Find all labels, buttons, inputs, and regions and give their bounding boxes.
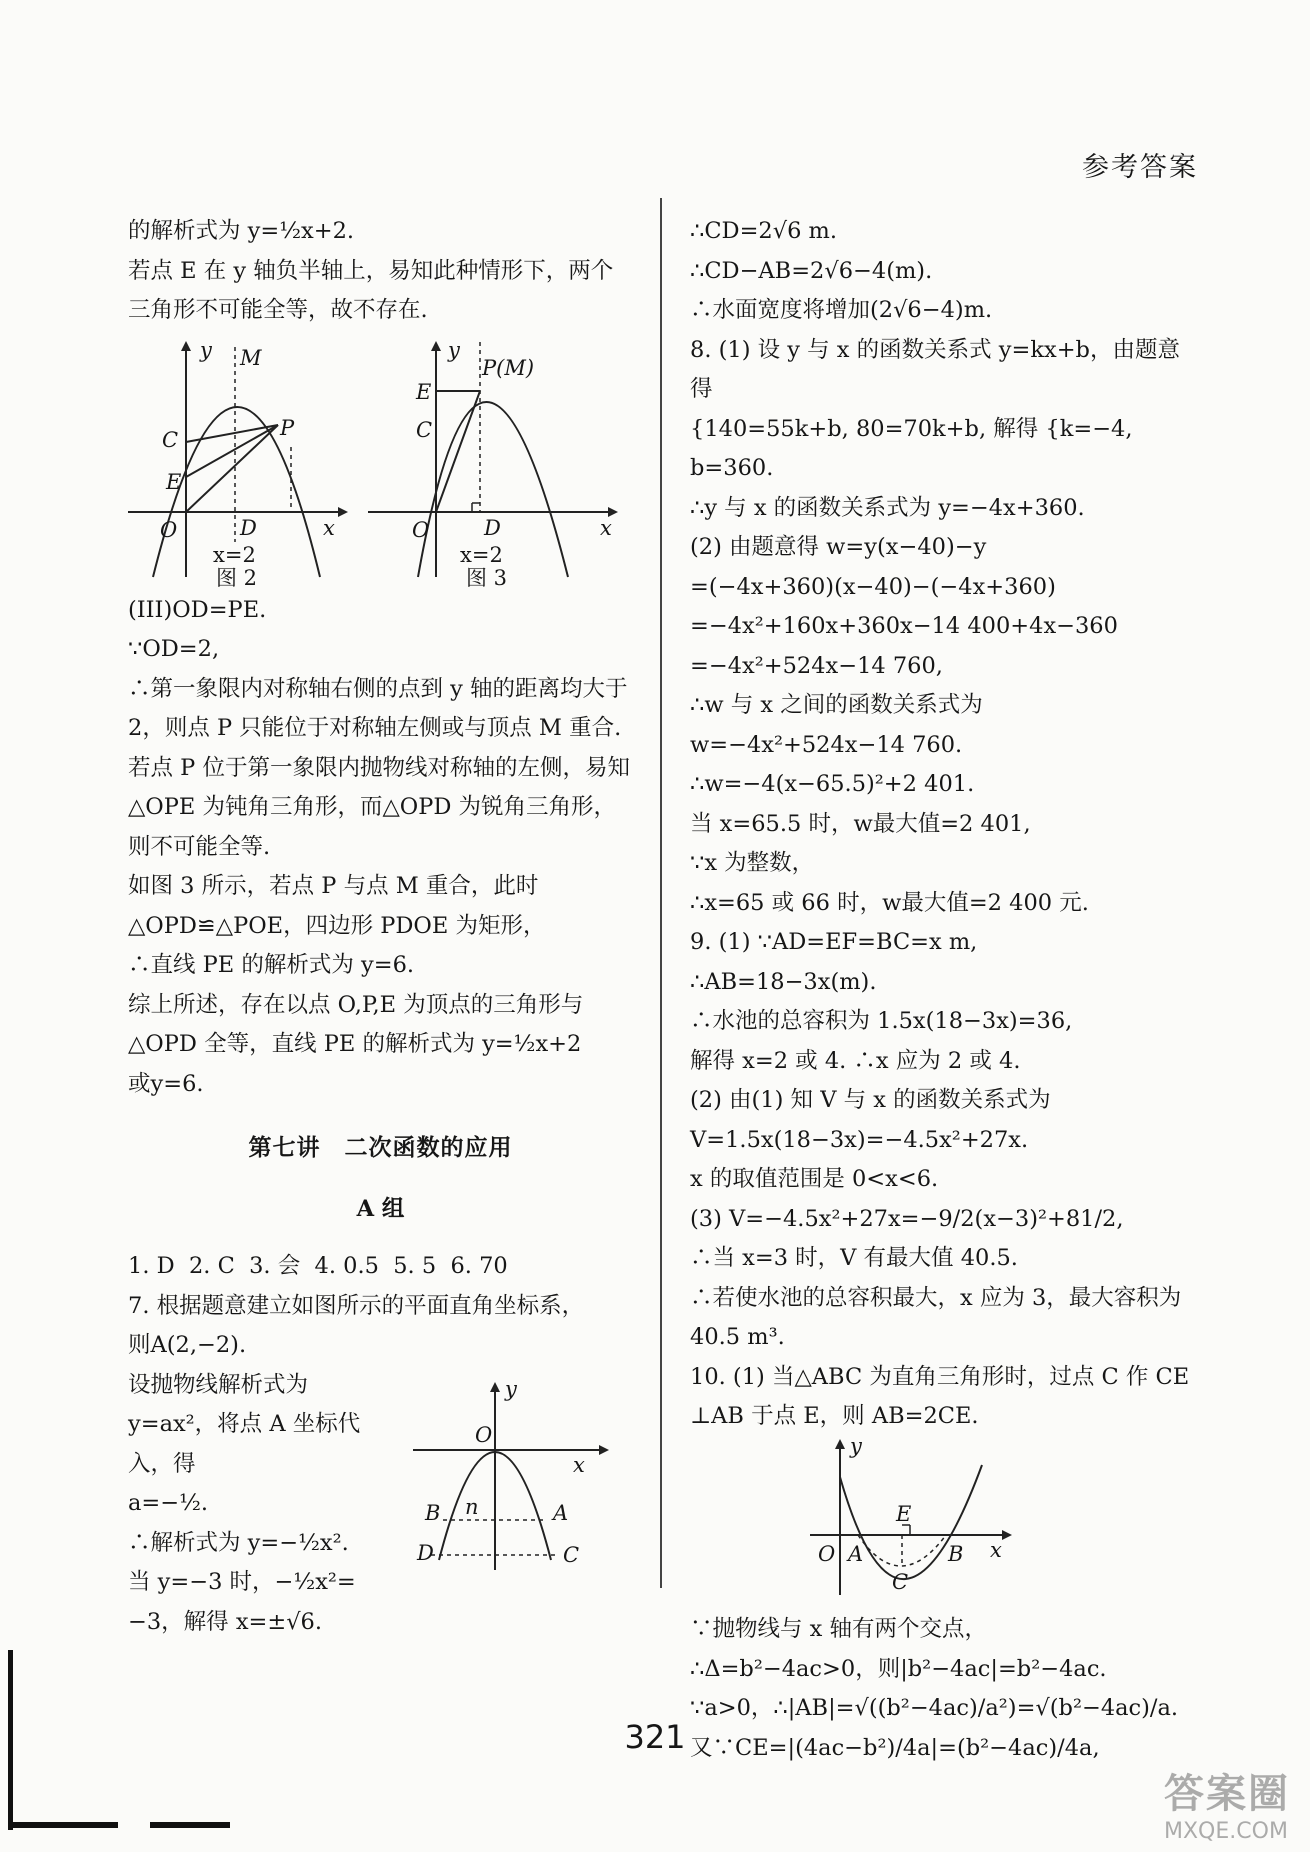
fig2-label-o: O bbox=[160, 517, 178, 542]
watermark-top: 答案圈 bbox=[1164, 1771, 1290, 1817]
fig3-label-d: D bbox=[484, 515, 501, 540]
fig3-label-e: E bbox=[416, 379, 432, 404]
left-line-8: 或y=6. bbox=[128, 1070, 204, 1097]
left-line-5: 如图 3 所示，若点 P 与点 M 重合，此时△OPD≌△POE，四边形 PDOE 为矩形， bbox=[128, 873, 546, 939]
figure-7 bbox=[413, 1380, 623, 1580]
fig10-label-c: C bbox=[892, 1569, 909, 1594]
right-line-14: ∵x 为整数， bbox=[690, 850, 815, 876]
right-line-16: 9. (1) ∵AD=EF=BC=x m, bbox=[690, 929, 978, 955]
right-column bbox=[690, 212, 1195, 1768]
p7-side-3: ∴解析式为 y=−½x². bbox=[128, 1529, 349, 1556]
right-line-11: ∴w 与 x 之间的函数关系式为 w=−4x²+524x−14 760. bbox=[690, 692, 990, 758]
fig3-caption: 图 3 bbox=[466, 565, 508, 587]
fig2-label-c: C bbox=[162, 427, 179, 452]
fig3-label-y: y bbox=[448, 337, 460, 362]
right-line-6: ∴y 与 x 的函数关系式为 y=−4x+360. bbox=[690, 494, 1085, 521]
right-line-17: ∴AB=18−3x(m). bbox=[690, 968, 877, 995]
fig2-label-m: M bbox=[240, 345, 262, 370]
left-column bbox=[128, 212, 633, 1692]
right-line-b4: 又∵CE=|(4ac−b²)/4a|=(b²−4ac)/4a, bbox=[690, 1734, 1100, 1761]
fig10-label-a: A bbox=[848, 1541, 864, 1566]
left-line-6: ∴直线 PE 的解析式为 y=6. bbox=[128, 952, 415, 978]
fig7-label-o: O bbox=[475, 1422, 493, 1447]
p7-side-2: a=−½. bbox=[128, 1490, 209, 1516]
right-line-20: (2) 由(1) 知 V 与 x 的函数关系式为 bbox=[690, 1087, 1051, 1113]
right-line-b1: ∵抛物线与 x 轴有两个交点， bbox=[690, 1616, 987, 1642]
figure-2 bbox=[128, 337, 358, 587]
scan-edge-mark-dash bbox=[150, 1822, 230, 1828]
fig7-label-x: x bbox=[573, 1452, 585, 1477]
page-header-title: 参考答案 bbox=[1082, 152, 1198, 183]
fig3-label-sym: x=2 bbox=[460, 542, 503, 567]
fig3-label-pm: P(M) bbox=[482, 355, 535, 380]
problem-7-text bbox=[128, 1366, 388, 1643]
fig7-label-c: C bbox=[563, 1542, 580, 1567]
right-line-25: ∴若使水池的总容积最大，x 应为 3，最大容积为 40.5 m³. bbox=[690, 1284, 1189, 1350]
right-line-18: ∴水池的总容积为 1.5x(18−3x)=36, bbox=[690, 1008, 1073, 1034]
right-line-b2: ∴Δ=b²−4ac>0，则|b²−4ac|=b²−4ac. bbox=[690, 1655, 1107, 1682]
fig3-label-x: x bbox=[600, 515, 612, 540]
right-line-23: (3) V=−4.5x²+27x=−9/2(x−3)²+81/2, bbox=[690, 1205, 1124, 1232]
right-line-7: (2) 由题意得 w=y(x−40)−y bbox=[690, 534, 987, 560]
fig2-label-y: y bbox=[200, 337, 212, 362]
problem-7-block bbox=[128, 1366, 633, 1692]
fig10-label-o: O bbox=[818, 1541, 836, 1566]
column-divider bbox=[660, 198, 662, 1588]
right-line-15: ∴x=65 或 66 时，w最大值=2 400 元. bbox=[690, 889, 1089, 916]
right-line-3: ∴水面宽度将增加(2√6−4)m. bbox=[690, 297, 993, 323]
right-line-4: 8. (1) 设 y 与 x 的函数关系式 y=kx+b，由题意得 bbox=[690, 336, 1180, 402]
p7-line-2: 则A(2,−2). bbox=[128, 1332, 247, 1358]
left-line-2: ∵OD=2, bbox=[128, 636, 220, 662]
fig10-label-y: y bbox=[850, 1436, 862, 1458]
right-line-19: 解得 x=2 或 4. ∴x 应为 2 或 4. bbox=[690, 1047, 1021, 1074]
fig3-label-o: O bbox=[412, 517, 430, 542]
p7-side-4: 当 y=−3 时，−½x²= bbox=[128, 1569, 356, 1595]
fig10-label-x: x bbox=[990, 1537, 1002, 1562]
section-title: 第七讲 二次函数的应用 bbox=[248, 1134, 513, 1161]
fig10-label-b: B bbox=[948, 1541, 964, 1566]
answers-1-6: 1. D 2. C 3. 会 4. 0.5 5. 5 6. 70 bbox=[128, 1253, 508, 1279]
p7-side-5: −3，解得 x=±√6. bbox=[128, 1608, 323, 1635]
right-line-22: x 的取值范围是 0<x<6. bbox=[690, 1166, 939, 1192]
fig7-label-b: B bbox=[425, 1500, 441, 1525]
right-line-21: V=1.5x(18−3x)=−4.5x²+27x. bbox=[690, 1126, 1029, 1153]
right-line-13: 当 x=65.5 时，w最大值=2 401, bbox=[690, 810, 1031, 837]
right-line-24: ∴当 x=3 时，V 有最大值 40.5. bbox=[690, 1245, 1018, 1271]
fig2-label-d: D bbox=[240, 515, 257, 540]
left-line-7: 综上所述，存在以点 O,P,E 为顶点的三角形与△OPD 全等，直线 PE 的解析式为 y=½x+2 bbox=[128, 991, 584, 1057]
intro-line: 的解析式为 y=½x+2. bbox=[128, 218, 355, 244]
fig2-label-p: P bbox=[280, 415, 295, 440]
figure-row-2-3 bbox=[128, 337, 633, 587]
right-line-12: ∴w=−4(x−65.5)²+2 401. bbox=[690, 771, 975, 797]
group-title: A 组 bbox=[356, 1195, 405, 1222]
page-number: 321 bbox=[624, 1718, 686, 1756]
left-line-3: ∴第一象限内对称轴右侧的点到 y 轴的距离均大于 2，则点 P 只能位于对称轴左侧或与顶点 M 重合. bbox=[128, 675, 635, 741]
right-line-b3: ∵a>0，∴|AB|=√((b²−4ac)/a²)=√(b²−4ac)/a. bbox=[690, 1695, 1179, 1721]
left-line-1: (III)OD=PE. bbox=[128, 596, 267, 623]
watermark-bottom: MXQE.COM bbox=[1164, 1819, 1288, 1844]
right-line-2: ∴CD−AB=2√6−4(m). bbox=[690, 257, 933, 284]
right-line-8: =(−4x+360)(x−40)−(−4x+360) bbox=[690, 573, 1056, 600]
p7-line-1: 7. 根据题意建立如图所示的平面直角坐标系， bbox=[128, 1292, 585, 1319]
fig10-label-e: E bbox=[896, 1501, 912, 1526]
fig7-label-n: n bbox=[465, 1494, 479, 1519]
case-negative-y: 若点 E 在 y 轴负半轴上，易知此种情形下，两个三角形不可能全等，故不存在. bbox=[128, 257, 614, 323]
figure-3 bbox=[368, 337, 628, 587]
right-line-9: =−4x²+160x+360x−14 400+4x−360 bbox=[690, 613, 1118, 639]
right-line-5: {140=55k+b, 80=70k+b, 解得 {k=−4, b=360. bbox=[690, 415, 1140, 481]
scan-edge-mark-horizontal bbox=[8, 1822, 118, 1828]
fig7-label-a: A bbox=[553, 1500, 569, 1525]
fig7-label-y: y bbox=[505, 1379, 517, 1401]
fig2-caption: 图 2 bbox=[216, 565, 258, 587]
p7-side-1: 设抛物线解析式为 y=ax²，将点 A 坐标代入，得 bbox=[128, 1371, 361, 1477]
fig7-label-d: D bbox=[417, 1540, 434, 1565]
left-line-4: 若点 P 位于第一象限内抛物线对称轴的左侧，易知△OPE 为钝角三角形，而△OPD 为锐角三角形，则不可能全等. bbox=[128, 754, 630, 860]
watermark bbox=[1164, 1762, 1290, 1844]
figure-10 bbox=[690, 1437, 1195, 1597]
fig2-label-sym: x=2 bbox=[213, 542, 256, 567]
fig2-label-e: E bbox=[166, 469, 182, 494]
fig3-label-c: C bbox=[416, 417, 433, 442]
right-line-26: 10. (1) 当△ABC 为直角三角形时，过点 C 作 CE ⊥AB 于点 E，则 AB=2CE. bbox=[690, 1363, 1197, 1429]
scan-edge-mark-vertical bbox=[8, 1650, 13, 1830]
right-line-10: =−4x²+524x−14 760, bbox=[690, 652, 943, 679]
right-line-1: ∴CD=2√6 m. bbox=[690, 218, 838, 244]
fig2-label-x: x bbox=[323, 515, 335, 540]
